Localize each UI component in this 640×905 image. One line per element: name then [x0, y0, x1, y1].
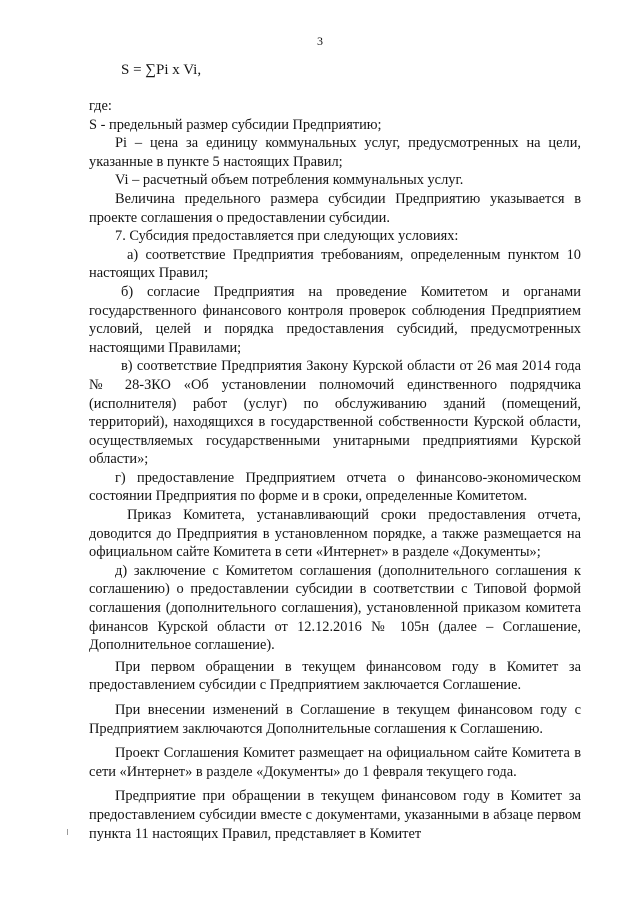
scan-mark — [67, 829, 68, 835]
paragraph-enterprise-request: Предприятие при обращении в текущем финансовом году в Комитет за предоставлением субсидии вместе с документами, указанными в абзаце первом пункта 11 настоящих Правил, представляет в Комитет — [89, 788, 581, 842]
paragraph-subsidy-limit: Величина предельного размера субсидии Предприятию указывается в проекте соглашения о предоставлении субсидии. — [89, 190, 581, 226]
document-body — [89, 97, 581, 843]
paragraph-committee-order: Приказ Комитета, устанавливающий сроки предоставления отчета, доводится до Предприятия в установленном порядке, а также размещается на официальном сайте Комитета в сети «Интернет» в разделе «Документы»; — [89, 507, 581, 561]
paragraph-condition-b: б) согласие Предприятия на проведение Комитетом и органами государственного финансового контроля проверок соблюдения Предприятием условий, целей и порядка предоставления субсидий, предусмотренных настоящими Правилами; — [89, 283, 581, 356]
subsidy-formula: S = ∑Pi x Vi, — [121, 62, 202, 78]
paragraph-draft-agreement: Проект Соглашения Комитет размещает на официальном сайте Комитета в сети «Интернет» в разделе «Документы» до 1 февраля текущего года. — [89, 745, 581, 780]
paragraph-condition-g: г) предоставление Предприятием отчета о финансово-экономическом состоянии Предприятия по форме и в сроки, определенные Комитетом. — [89, 469, 581, 505]
paragraph-definition-s: S - предельный размер субсидии Предприятию; — [89, 116, 382, 133]
paragraph-where: где: — [89, 98, 112, 114]
paragraph-condition-d: д) заключение с Комитетом соглашения (дополнительного соглашения к соглашению) о предоставлении субсидии в соответствии с Типовой формой соглашения (дополнительного соглашения), установленной приказом комитета финансов Курской области от 12.12.2016 № 105н (далее – Соглашение, Дополнительное соглашение). — [89, 562, 581, 654]
page-number: 3 — [317, 34, 323, 48]
paragraph-definition-vi: Vi – расчетный объем потребления коммунальных услуг. — [115, 172, 464, 189]
paragraph-definition-pi: Pi – цена за единицу коммунальных услуг, предусмотренных на цели, указанные в пункте 5 настоящих Правил; — [89, 135, 581, 170]
paragraph-amendments: При внесении изменений в Соглашение в текущем финансовом году с Предприятием заключаются Дополнительные соглашения к Соглашению. — [89, 702, 581, 737]
paragraph-condition-a: а) соответствие Предприятия требованиям, определенным пунктом 10 настоящих Правил; — [89, 246, 581, 282]
paragraph-condition-v: в) соответствие Предприятия Закону Курской области от 26 мая 2014 года № 28-ЗКО «Об установлении полномочий единственного подрядчика (исполнителя) работ (услуг) по обслуживанию зданий (помещений, территорий), находящихся в государственной собственности Курской области, осуществляемых государственными унитарными предприятиями Курской области»; — [89, 358, 581, 468]
paragraph-item-7: 7. Субсидия предоставляется при следующих условиях: — [115, 228, 459, 245]
paragraph-first-request: При первом обращении в текущем финансовом году в Комитет за предоставлением субсидии с Предприятием заключается Соглашение. — [89, 658, 581, 694]
